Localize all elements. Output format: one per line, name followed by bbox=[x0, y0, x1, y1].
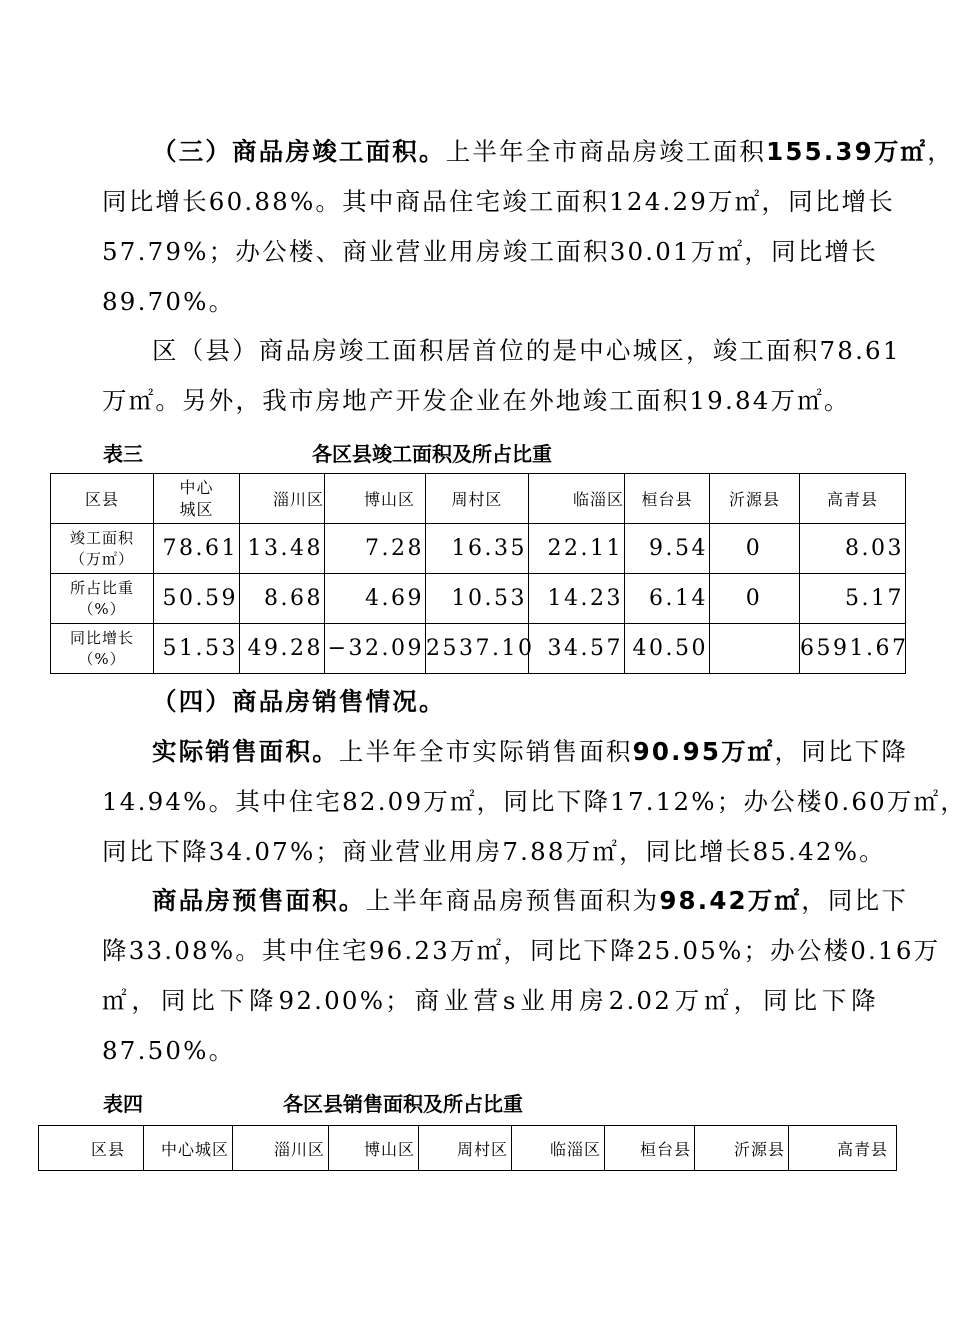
table3-header-cell: 高青县 bbox=[800, 474, 906, 524]
table3-cell: 6.14 bbox=[625, 574, 710, 624]
table3-header-cell: 淄川区 bbox=[240, 474, 325, 524]
section3-heading: （三）商品房竣工面积。 bbox=[152, 137, 446, 166]
text: ，同比下 bbox=[801, 886, 909, 915]
table3-header-cell: 临淄区 bbox=[529, 474, 625, 524]
presale-paragraph bbox=[102, 876, 941, 1076]
table3-title: 各区县竣工面积及所占比重 bbox=[312, 442, 552, 466]
section4-heading-block bbox=[102, 677, 878, 727]
section3-line2: 同比增长60.88%。其中商品住宅竣工面积124.29万㎡，同比增长 bbox=[102, 187, 895, 216]
table4-label: 表四 bbox=[103, 1092, 143, 1116]
table3-header-cell: 桓台县 bbox=[625, 474, 710, 524]
table3-cell: 0 bbox=[710, 524, 800, 574]
table4-header-cell: 博山区 bbox=[329, 1126, 419, 1171]
text: ，同比下降 bbox=[774, 737, 909, 766]
text: ， bbox=[927, 137, 954, 166]
table4-header-cell: 区县 bbox=[39, 1126, 144, 1171]
table3-cell: 13.48 bbox=[240, 524, 325, 574]
table3-cell: 16.35 bbox=[426, 524, 529, 574]
text: 城区 bbox=[179, 499, 214, 519]
table3-cell: 50.59 bbox=[154, 574, 240, 624]
presale-lead: 商品房预售面积。 bbox=[152, 886, 366, 915]
table3-cell: 8.03 bbox=[800, 524, 906, 574]
table4-header-cell: 高青县 bbox=[789, 1126, 897, 1171]
section3-p2-line1: 区（县）商品房竣工面积居首位的是中心城区，竣工面积78.61 bbox=[152, 336, 901, 365]
table3-header-cell bbox=[154, 474, 240, 524]
text: 上半年全市实际销售面积 bbox=[338, 737, 633, 766]
table4-header-cell: 周村区 bbox=[419, 1126, 512, 1171]
actual-sales-line1 bbox=[102, 727, 909, 777]
presale-line4: 87.50%。 bbox=[102, 1036, 236, 1065]
table3-cell: 14.23 bbox=[529, 574, 625, 624]
actual-sales-line2: 14.94%。其中住宅82.09万㎡，同比下降17.12%；办公楼0.60万㎡， bbox=[102, 787, 967, 816]
section3-line1 bbox=[102, 127, 954, 177]
table3-header-row bbox=[51, 474, 906, 524]
table3-cell: 22.11 bbox=[529, 524, 625, 574]
section4-heading-line bbox=[102, 677, 878, 727]
bold-value: 90.95万㎡ bbox=[632, 737, 775, 766]
table3-cell: 9.54 bbox=[625, 524, 710, 574]
table3-cell: 4.69 bbox=[325, 574, 426, 624]
table4-title: 各区县销售面积及所占比重 bbox=[283, 1092, 523, 1116]
table3-cell: 78.61 bbox=[154, 524, 240, 574]
table3-cell: 40.50 bbox=[625, 624, 710, 674]
table3-row bbox=[51, 524, 906, 574]
table3-header-cell: 区县 bbox=[51, 474, 154, 524]
table3-cell: 7.28 bbox=[325, 524, 426, 574]
table4-header-row bbox=[39, 1126, 897, 1171]
table4-header-cell: 淄川区 bbox=[233, 1126, 329, 1171]
table3-cell: −32.09 bbox=[325, 624, 426, 674]
text: 中心 bbox=[179, 477, 214, 497]
table3-row-label bbox=[51, 524, 154, 574]
text: 竣工面积 bbox=[69, 528, 134, 547]
table3-cell: 51.53 bbox=[154, 624, 240, 674]
text: （万㎡） bbox=[69, 549, 134, 568]
section3-paragraph1 bbox=[102, 127, 954, 327]
table3-cell: 49.28 bbox=[240, 624, 325, 674]
table3-cell: 8.68 bbox=[240, 574, 325, 624]
table3-cell bbox=[710, 624, 800, 674]
table3-row-label bbox=[51, 574, 154, 624]
presale-line1 bbox=[102, 876, 909, 926]
table3-cell: 6591.67 bbox=[800, 624, 906, 674]
presale-line2: 降33.08%。其中住宅96.23万㎡，同比下降25.05%；办公楼0.16万 bbox=[102, 936, 941, 965]
table3-cell: 10.53 bbox=[426, 574, 529, 624]
text: （%） bbox=[78, 649, 126, 668]
section3-line4: 89.70%。 bbox=[102, 287, 236, 316]
text: 同比增长 bbox=[69, 628, 134, 647]
table3-row-label bbox=[51, 624, 154, 674]
table3-cell: 0 bbox=[710, 574, 800, 624]
bold-value: 98.42万㎡ bbox=[659, 886, 802, 915]
table3-cell: 2537.10 bbox=[426, 624, 529, 674]
text: （%） bbox=[78, 599, 126, 618]
table4-header-cell: 沂源县 bbox=[695, 1126, 789, 1171]
text: 上半年商品房预售面积为 bbox=[365, 886, 660, 915]
table3-header-cell: 沂源县 bbox=[710, 474, 800, 524]
section4-heading: （四）商品房销售情况。 bbox=[152, 687, 446, 716]
table4-header-cell: 中心城区 bbox=[144, 1126, 233, 1171]
text: 上半年全市商品房竣工面积 bbox=[445, 137, 767, 166]
actual-sales-line3: 同比下降34.07%；商业营业用房7.88万㎡，同比增长85.42%。 bbox=[102, 837, 886, 866]
table3-header-cell: 博山区 bbox=[325, 474, 426, 524]
text: 所占比重 bbox=[69, 578, 134, 597]
section3-p2-line2: 万㎡。另外，我市房地产开发企业在外地竣工面积19.84万㎡。 bbox=[102, 386, 851, 415]
table3-label: 表三 bbox=[103, 442, 143, 466]
table3-row bbox=[51, 574, 906, 624]
table3-row bbox=[51, 624, 906, 674]
table3-header-cell: 周村区 bbox=[426, 474, 529, 524]
table3-cell: 34.57 bbox=[529, 624, 625, 674]
section3-paragraph2 bbox=[102, 326, 901, 426]
actual-sales-lead: 实际销售面积。 bbox=[152, 737, 339, 766]
table4 bbox=[38, 1125, 897, 1171]
section3-line3: 57.79%；办公楼、商业营业用房竣工面积30.01万㎡，同比增长 bbox=[102, 237, 878, 266]
actual-sales-paragraph bbox=[102, 727, 967, 877]
table4-header-cell: 临淄区 bbox=[512, 1126, 605, 1171]
table3 bbox=[50, 473, 909, 674]
table4-header-cell: 桓台县 bbox=[605, 1126, 695, 1171]
bold-value: 155.39万㎡ bbox=[766, 137, 928, 166]
presale-line3: ㎡，同比下降92.00%；商业营s业用房2.02万㎡，同比下降 bbox=[102, 986, 878, 1015]
table3-cell: 5.17 bbox=[800, 574, 906, 624]
